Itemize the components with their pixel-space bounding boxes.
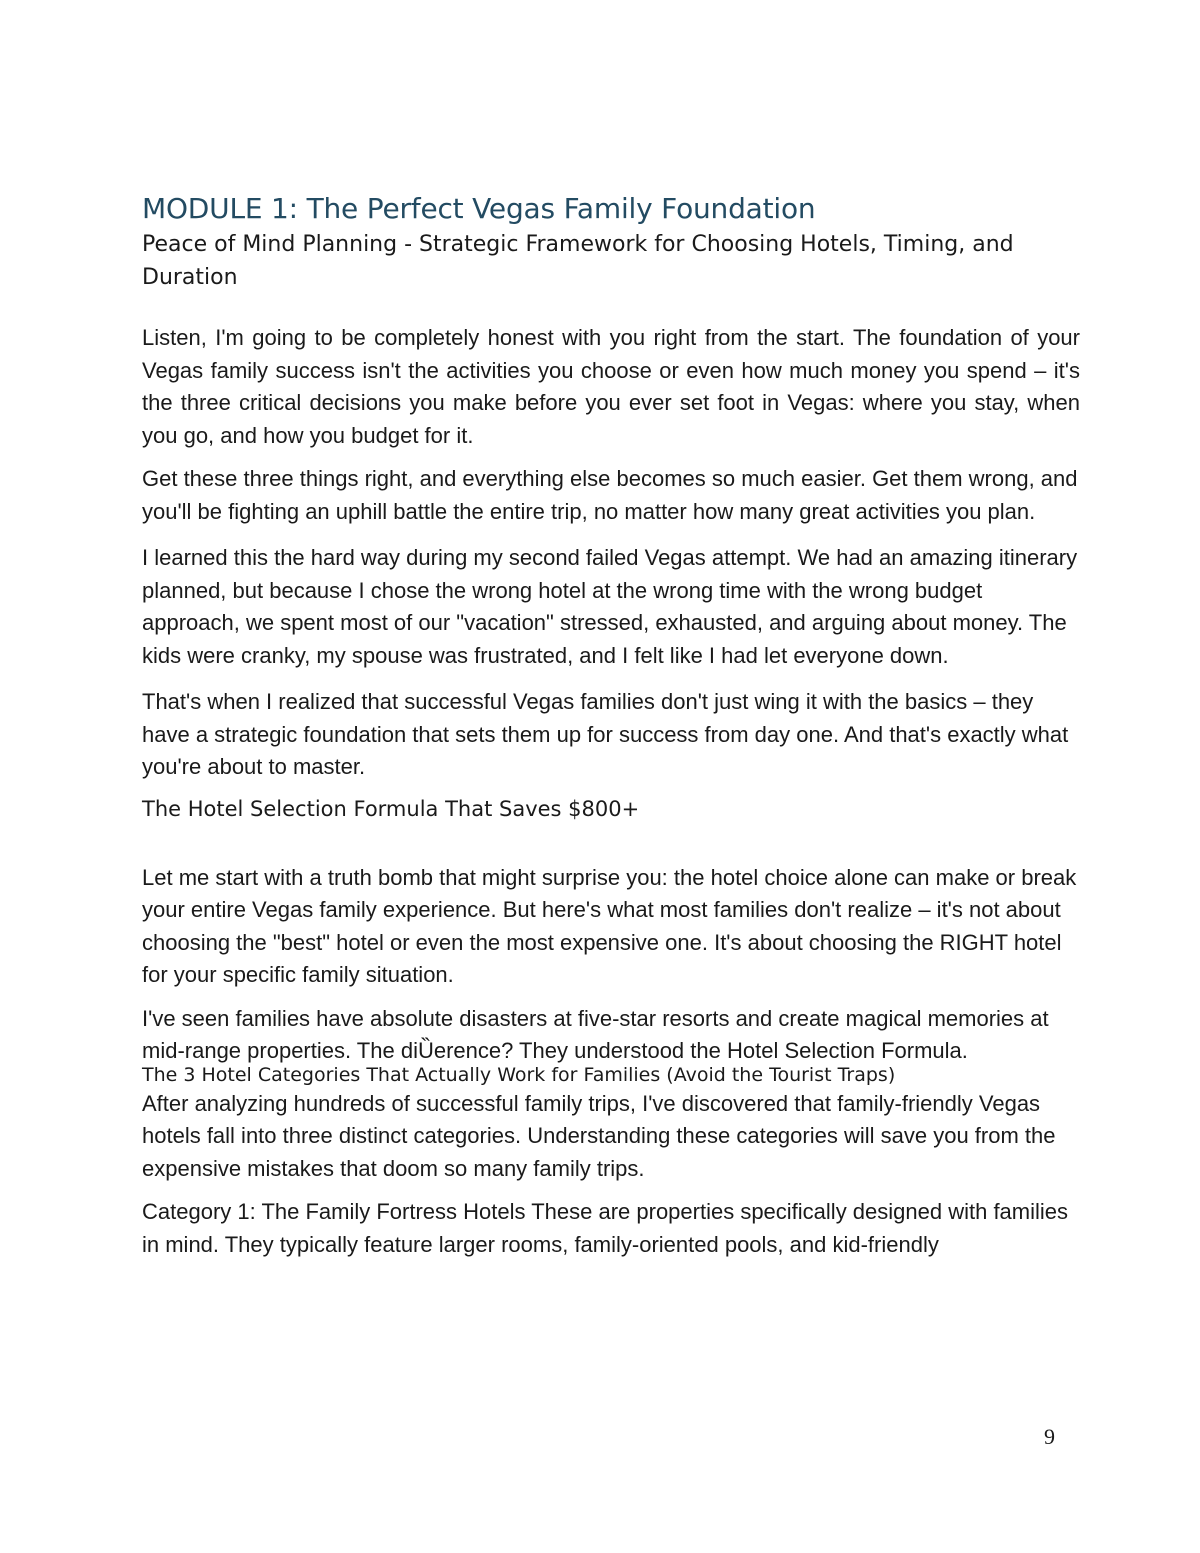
categories-paragraph-2: Category 1: The Family Fortress Hotels These are properties specifically designed with families in mind. They typically feature larger rooms, family-oriented pools, and kid-friendly (142, 1199, 1069, 1257)
hotel-paragraph-2: I've seen families have absolute disasters at five-star resorts and create magical memories at mid-range properties. The diȔerence? They understood the Hotel Selection Formula. (142, 1005, 1049, 1063)
intro-paragraph-2: Get these three things right, and everything else becomes so much easier. Get them wrong, and you'll be fighting an uphill battle the entire trip, no matter how many great activities you plan. (142, 466, 1078, 524)
page-content (142, 190, 1080, 1261)
intro-paragraph-3: I learned this the hard way during my second failed Vegas attempt. We had an amazing itinerary planned, but because I chose the wrong hotel at the wrong time with the wrong budget approach, we spent most of our "vacation" stressed, exhausted, and arguing about money. The kids were cranky, my spouse was frustrated, and I felt like I had let everyone down. (142, 545, 1078, 668)
categories-paragraph-1: After analyzing hundreds of successful family trips, I've discovered that family-friendly Vegas hotels fall into three distinct categories. Understanding these categories will save you from the expensive mistakes that doom so many family trips. (142, 1090, 1056, 1181)
intro-paragraph-4: That's when I realized that successful Vegas families don't just wing it with the basics – they have a strategic foundation that sets them up for success from day one. And that's exactly what you're about to master. (142, 689, 1069, 779)
section-heading: The Hotel Selection Formula That Saves $800+ (142, 796, 640, 821)
hotel-paragraph-1: Let me start with a truth bomb that might surprise you: the hotel choice alone can make or break your entire Vegas family experience. But here's what most families don't realize – it's not about choosing the "best" hotel or even the most expensive one. It's about choosing the RIGHT hotel for your specific family situation. (142, 864, 1077, 987)
intro-paragraph-1: Listen, I'm going to be completely honest with you right from the start. The foundation of your Vegas family success isn't the activities you choose or even how much money you spend – it's the three critical decisions you make before you ever set foot in Vegas: where you stay, when you go, and how you budget for it. (142, 325, 1080, 448)
module-subtitle: Peace of Mind Planning - Strategic Framework for Choosing Hotels, Timing, and Duration (142, 232, 1014, 290)
module-title: MODULE 1: The Perfect Vegas Family Foundation (142, 192, 816, 225)
page-number: 9 (1044, 1424, 1055, 1449)
sub-heading: The 3 Hotel Categories That Actually Work for Families (Avoid the Tourist Traps) (142, 1063, 896, 1086)
